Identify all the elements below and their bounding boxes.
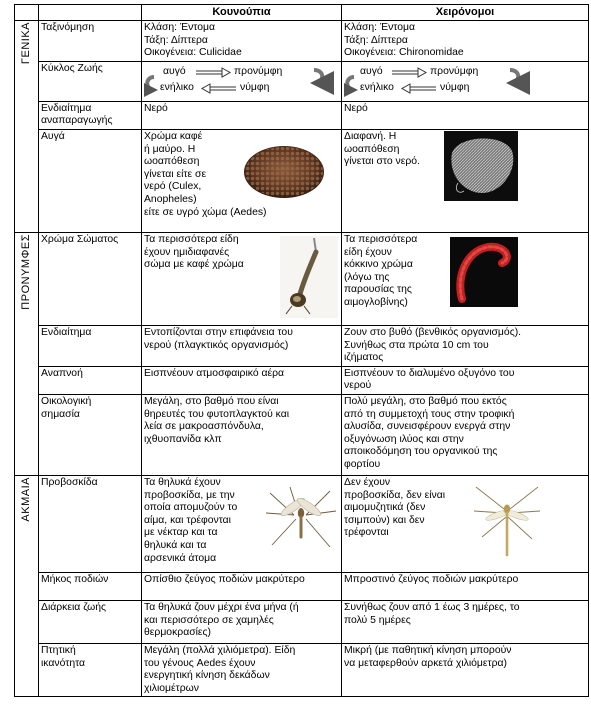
text-line: αρσενικά άτομα xyxy=(144,552,217,564)
cell-mos-breathing xyxy=(142,366,342,394)
text-line: σημασία xyxy=(41,408,80,420)
text-line: Τάξη: Δίπτερα xyxy=(344,34,408,46)
text-line: τσιμπούν) και δεν xyxy=(344,514,425,526)
cell-chi-flight xyxy=(342,643,589,696)
text-line: ωοαπόθεση xyxy=(344,143,400,155)
text-line: Anopheles) xyxy=(144,193,197,205)
row-label-breathing: Αναπνοή xyxy=(39,366,142,394)
row-proboscis xyxy=(15,475,589,572)
cell-chi-lifespan xyxy=(342,600,589,643)
cell-mos-body-color xyxy=(142,232,342,325)
row-leg-length xyxy=(15,572,589,600)
text-line: Μεγάλη, στο βαθμό που είναι xyxy=(144,395,279,407)
text-line: Τα περισσότερα xyxy=(344,233,418,245)
text-line: και περισσότερο σε χαμηλές xyxy=(144,614,274,626)
text-line: οποία απομυζούν το xyxy=(144,502,238,514)
row-label-ecology xyxy=(39,394,142,475)
header-row xyxy=(15,5,589,21)
row-label-lifecycle: Κύκλος Ζωής xyxy=(39,61,142,101)
text-line: Μεγάλη (πολλά χιλιόμετρα). Είδη xyxy=(144,644,296,656)
cell-chi-lifecycle xyxy=(342,61,589,101)
cell-mos-proboscis xyxy=(142,475,342,572)
text-line: με νέκταρ και τα xyxy=(144,527,218,539)
row-habitat xyxy=(15,325,589,366)
cell-chi-habitat-repro: Νερό xyxy=(342,101,589,129)
row-label-taxonomy: Ταξινόμηση xyxy=(39,21,142,62)
text-line: ιζήματος xyxy=(344,352,384,364)
cell-mos-flight xyxy=(142,643,342,696)
stage-larva: προνύμφη xyxy=(234,65,283,77)
text-line: Τάξη: Δίπτερα xyxy=(144,34,208,46)
row-ecology xyxy=(15,394,589,475)
row-body-color xyxy=(15,232,589,325)
cell-mos-habitat-repro: Νερό xyxy=(142,101,342,129)
text-line: γίνεται στο νερό. xyxy=(344,156,420,168)
text-line: κόκκινο χρώμα xyxy=(344,259,413,271)
text-line: Οικολογική xyxy=(41,395,92,407)
section-adults-label: ΑΚΜΑΙΑ xyxy=(20,476,33,522)
cell-chi-taxonomy xyxy=(342,21,589,62)
text-line: λεία σε μακροασπόνδυλα, xyxy=(144,421,264,433)
text-line: Συνήθως στα πρώτα 10 cm του xyxy=(344,339,489,351)
row-habitat-repro xyxy=(15,101,589,129)
text-line: σώμα με καφέ χρώμα xyxy=(144,259,244,271)
text-line: Μικρή (με παθητική κίνηση μπορούν xyxy=(344,644,512,656)
cell-mos-eggs xyxy=(142,129,342,232)
text-line: Οικογένεια: Culicidae xyxy=(144,47,242,59)
text-line: είδη έχουν xyxy=(344,246,392,258)
text-line: Οικογένεια: Chironomidae xyxy=(344,47,464,59)
row-flight xyxy=(15,643,589,696)
row-lifespan xyxy=(15,600,589,643)
row-label-leg-length: Μήκος ποδιών xyxy=(39,572,142,600)
cell-mos-lifespan xyxy=(142,600,342,643)
text-line: ιχθυοπανίδα κλπ xyxy=(144,433,222,445)
text-line: ή μαύρο. Η xyxy=(144,143,196,155)
text-line: Διαφανή. Η xyxy=(344,130,397,142)
section-general xyxy=(15,21,39,233)
stage-larva: προνύμφη xyxy=(430,65,479,77)
text-line: Χρώμα καφέ xyxy=(144,130,203,142)
stage-pupa: νύμφη xyxy=(440,81,470,93)
text-line: γίνεται είτε σε xyxy=(144,168,207,180)
text-line: Κλάση: Έντομα xyxy=(344,22,416,33)
cell-chi-leg-length xyxy=(342,572,589,600)
header-blank-label xyxy=(39,5,142,21)
column-header-mosquitoes: Κουνούπια xyxy=(142,5,342,21)
text-line: (λόγω της xyxy=(344,271,390,283)
text-line: προβοσκίδα, με την xyxy=(144,489,235,501)
text-line: ενεργητική κίνηση δεκάδων xyxy=(144,670,270,682)
text-line: θερμοκρασίες) xyxy=(144,627,212,639)
text-line: παρουσίας της xyxy=(344,284,412,296)
text-line: αποικοδόμηση του οργανικού της xyxy=(344,446,498,458)
text-line: αιμογλοβίνης) xyxy=(344,296,408,308)
cell-mos-leg-length xyxy=(142,572,342,600)
text-line: τρέφονται xyxy=(344,527,389,539)
text-line: Εισπνέουν το διαλυμένο οξυγόνο του xyxy=(344,367,515,379)
row-lifecycle xyxy=(15,61,589,101)
text-line: Τα θηλυκά έχουν xyxy=(144,476,221,488)
text-line: νερό (Culex, xyxy=(144,181,202,193)
chironomid-larva-image xyxy=(450,237,518,307)
text-line: Ζουν στο βυθό (βενθικός οργανισμός). xyxy=(344,326,522,338)
stage-egg: αυγό xyxy=(163,65,186,77)
row-label-body-color: Χρώμα Σώματος xyxy=(39,232,142,325)
text-line: προβοσκίδα, δεν είναι xyxy=(344,489,446,501)
row-label-habitat-repro xyxy=(39,101,142,129)
row-label-proboscis: Προβοσκίδα xyxy=(39,475,142,572)
row-eggs xyxy=(15,129,589,232)
chironomid-egg-mass-image xyxy=(444,131,518,201)
row-breathing xyxy=(15,366,589,394)
cell-chi-body-color xyxy=(342,232,589,325)
cell-chi-habitat xyxy=(342,325,589,366)
column-header-chironomids: Χειρόνομοι xyxy=(342,5,589,21)
stage-adult: ενήλικο xyxy=(360,81,394,93)
stage-egg: αυγό xyxy=(360,65,383,77)
text-line: οξυγόνωση ιλύος και στην xyxy=(344,433,464,445)
text-line: Οπίσθιο ζεύγος ποδιών μακρύτερο xyxy=(144,573,305,585)
text-line: από τη συμμετοχή τους στην τροφική xyxy=(344,408,515,420)
cell-chi-proboscis xyxy=(342,475,589,572)
text-line: Εντοπίζονται στην επιφάνεια του xyxy=(144,326,293,338)
section-adults xyxy=(15,475,39,696)
comparison-table xyxy=(14,4,589,697)
cell-mos-lifecycle xyxy=(142,61,342,101)
cell-chi-eggs xyxy=(342,129,589,232)
section-larvae xyxy=(15,232,39,475)
text-line: αιμομυζητικά (δεν xyxy=(344,502,426,514)
text-line: ωοαπόθεση xyxy=(144,156,200,168)
text-line: Τα θηλυκά ζουν μέχρι ένα μήνα (ή xyxy=(144,601,299,613)
text-line: αίμα, και τρέφονται xyxy=(144,514,231,526)
text-line: Πτητική xyxy=(41,644,76,656)
text-line: αλυσίδα, συνεισφέρουν ενεργά στην xyxy=(344,421,511,433)
mosquito-egg-raft-image xyxy=(240,141,328,203)
lifecycle-diagram-mosquitoes xyxy=(144,63,339,96)
text-line: θηλυκά και τα xyxy=(144,539,207,551)
cell-mos-habitat xyxy=(142,325,342,366)
text-line: Κλάση: Έντομα xyxy=(144,22,216,33)
mosquito-larva-image xyxy=(280,236,338,318)
text-line: Δεν έχουν xyxy=(344,476,391,488)
section-general-label: ΓΕΝΙΚΑ xyxy=(20,22,33,65)
text-line: Τα περισσότερα είδη xyxy=(144,233,239,245)
row-label-lifespan: Διάρκεια ζωής xyxy=(39,600,142,643)
text-line: φορτίου xyxy=(344,458,381,470)
stage-adult: ενήλικο xyxy=(160,81,194,93)
cell-chi-breathing xyxy=(342,366,589,394)
text-line: είτε σε υγρό χώμα (Aedes) xyxy=(144,206,267,218)
text-line: Ενδιαίτημα xyxy=(41,102,92,114)
text-line: πολύ 5 ημέρες xyxy=(344,614,411,626)
text-line: Μπροστινό ζεύγος ποδιών μακρύτερο xyxy=(344,573,519,585)
text-line: ικανότητα xyxy=(41,657,86,669)
text-line: να μεταφερθούν αρκετά χιλιόμετρα) xyxy=(344,657,508,669)
cell-mos-ecology xyxy=(142,394,342,475)
text-line: θηρευτές του φυτοπλαγκτού και xyxy=(144,408,290,420)
text-line: Πολύ μεγάλη, στο βαθμό που εκτός xyxy=(344,395,507,407)
cell-mos-taxonomy xyxy=(142,21,342,62)
header-blank-section xyxy=(15,5,39,21)
text-line: νερού xyxy=(344,380,372,392)
section-larvae-label: ΠΡΟΝΥΜΦΕΣ xyxy=(20,233,33,310)
row-label-flight xyxy=(39,643,142,696)
row-label-habitat: Ενδιαίτημα xyxy=(39,325,142,366)
text-line: έχουν ημιδιαφανές xyxy=(144,246,230,258)
stage-pupa: νύμφη xyxy=(240,81,270,93)
text-line: Εισπνέουν ατμοσφαιρικό αέρα xyxy=(144,367,285,379)
text-line: αναπαραγωγής xyxy=(41,115,113,127)
lifecycle-diagram-chironomids xyxy=(344,63,586,96)
row-taxonomy xyxy=(15,21,589,62)
text-line: Συνήθως ζουν από 1 έως 3 ημέρες, το xyxy=(344,601,520,613)
cell-chi-ecology xyxy=(342,394,589,475)
text-line: χιλιομέτρων xyxy=(144,682,199,694)
text-line: νερού (πλαγκτικός οργανισμός) xyxy=(144,339,289,351)
adult-chironomid-image xyxy=(470,481,544,561)
row-label-eggs: Αυγά xyxy=(39,129,142,232)
text-line: του γένους Aedes έχουν xyxy=(144,657,256,669)
adult-mosquito-image xyxy=(264,479,338,551)
